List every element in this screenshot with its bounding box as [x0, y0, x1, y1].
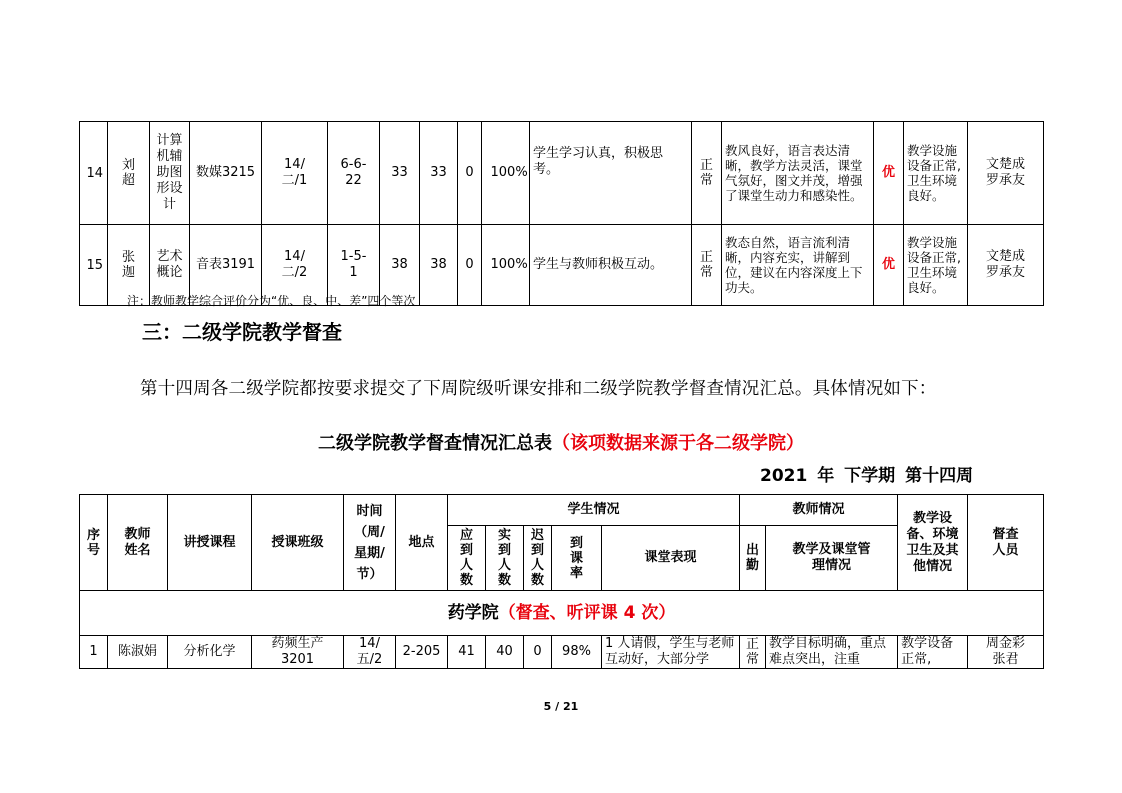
page-number: 5 / 21: [543, 700, 579, 713]
grading-note: 注：教师教学综合评价分为“优、良、中、差”四个等次: [127, 294, 416, 308]
course-name: 艺术概论: [156, 249, 183, 280]
group-name: 药学院: [447, 603, 499, 623]
table-row: [80, 122, 1044, 225]
supervisors: 文楚成罗承友: [985, 249, 1025, 280]
supervisors: 文楚成罗承友: [985, 157, 1025, 188]
header-teacher: 教师姓名: [124, 526, 151, 558]
class-performance: 学生与教师积极互动。: [530, 225, 692, 306]
teaching-comment: 教学目标明确，重点难点突出，注重: [766, 636, 898, 669]
teacher-name: 张迦: [121, 250, 135, 280]
class-time: 14/五/2: [356, 636, 383, 667]
header-management: 教学及课堂管理情况: [792, 542, 871, 573]
grade-badge: 优: [874, 122, 904, 225]
header-place: 地点: [396, 495, 448, 591]
header-performance: 课堂表现: [602, 526, 740, 591]
table-row: [80, 636, 1044, 669]
teacher-name: 刘超: [121, 158, 135, 188]
summary-title-source-note: （该项数据来源于各二级学院）: [552, 433, 804, 454]
group-note: （督查、听评课 4 次）: [498, 603, 676, 623]
class-time: 14/二/2: [281, 249, 308, 280]
summary-table: [79, 494, 1044, 669]
teaching-comment: 教风良好，语言表达清晰，教学方法灵活，课堂气氛好，图文并茂，增强了课堂生动力和感染性。: [722, 122, 874, 225]
teacher-attendance: 正常: [699, 158, 713, 188]
header-course: 讲授课程: [168, 495, 252, 591]
expected-count: 33: [380, 122, 420, 225]
supervisors: 周金彩张君: [986, 636, 1026, 667]
header-row: [80, 495, 1044, 526]
course-name: 分析化学: [168, 636, 252, 669]
row-number: 15: [86, 257, 104, 273]
actual-count: 33: [420, 122, 458, 225]
header-time: 时间（周/星期/节）: [354, 503, 385, 582]
teacher-attendance: 正常: [746, 637, 760, 667]
header-no: 序号: [86, 527, 100, 558]
group-row: [80, 591, 1044, 636]
environment-comment: 教学设施设备正常,卫生环境良好。: [904, 122, 968, 225]
header-attendance: 出勤: [746, 543, 760, 573]
section-heading: 三：二级学院教学督查: [142, 320, 342, 344]
location: 2-205: [396, 636, 448, 669]
term-label: 2021 年 下学期 第十四周: [760, 466, 974, 486]
late-count: 0: [458, 122, 482, 225]
expected-count: 38: [380, 225, 420, 306]
environment-comment: 教学设施设备正常,卫生环境良好。: [904, 225, 968, 306]
attendance-rate: 100%: [490, 257, 528, 272]
class-name: 药频生产3201: [271, 636, 324, 667]
course-name: 计算机辅助图形设计: [156, 133, 183, 212]
location: 1-5-1: [340, 249, 367, 280]
summary-table-title: [0, 429, 1122, 455]
summary-title-text: 二级学院教学督查情况汇总表: [318, 433, 552, 454]
teaching-comment: 教态自然，语言流利清晰，内容充实，讲解到位，建议在内容深度上下功夫。: [722, 225, 874, 306]
teacher-attendance: 正常: [699, 250, 713, 280]
location: 6-6-22: [340, 157, 367, 188]
class-time: 14/二/1: [281, 157, 308, 188]
actual-count: 40: [486, 636, 524, 669]
header-teacher-group: 教师情况: [740, 495, 898, 526]
grade-badge: 优: [874, 225, 904, 306]
attendance-rate: 100%: [490, 165, 528, 180]
header-late: 迟到人数: [530, 528, 544, 588]
late-count: 0: [524, 636, 552, 669]
expected-count: 41: [448, 636, 486, 669]
attendance-rate: 98%: [552, 636, 602, 669]
row-number: 14: [86, 165, 104, 181]
late-count: 0: [458, 225, 482, 306]
header-expected: 应到人数: [459, 528, 473, 588]
row-number: 1: [80, 636, 108, 669]
intro-paragraph: 第十四周各二级学院都按要求提交了下周院级听课安排和二级学院教学督查情况汇总。具体情况如下：: [140, 379, 937, 399]
header-actual: 实到人数: [497, 528, 511, 588]
teacher-name: 陈淑娟: [108, 636, 168, 669]
header-student-group: 学生情况: [448, 495, 740, 526]
environment-comment: 教学设备正常,: [898, 636, 968, 669]
header-supervisors: 督查人员: [992, 526, 1019, 558]
class-performance: 学生学习认真，积极思考。: [530, 122, 692, 225]
class-name: 音表3191: [190, 225, 262, 306]
inspection-table-continued: [79, 121, 1044, 306]
class-performance: 1 人请假，学生与老师互动好，大部分学: [602, 636, 740, 669]
header-rate: 到课率: [569, 535, 583, 581]
header-environment: 教学设备、环境卫生及其他情况: [906, 510, 959, 574]
class-name: 数媒3215: [190, 122, 262, 225]
header-class: 授课班级: [252, 495, 344, 591]
actual-count: 38: [420, 225, 458, 306]
